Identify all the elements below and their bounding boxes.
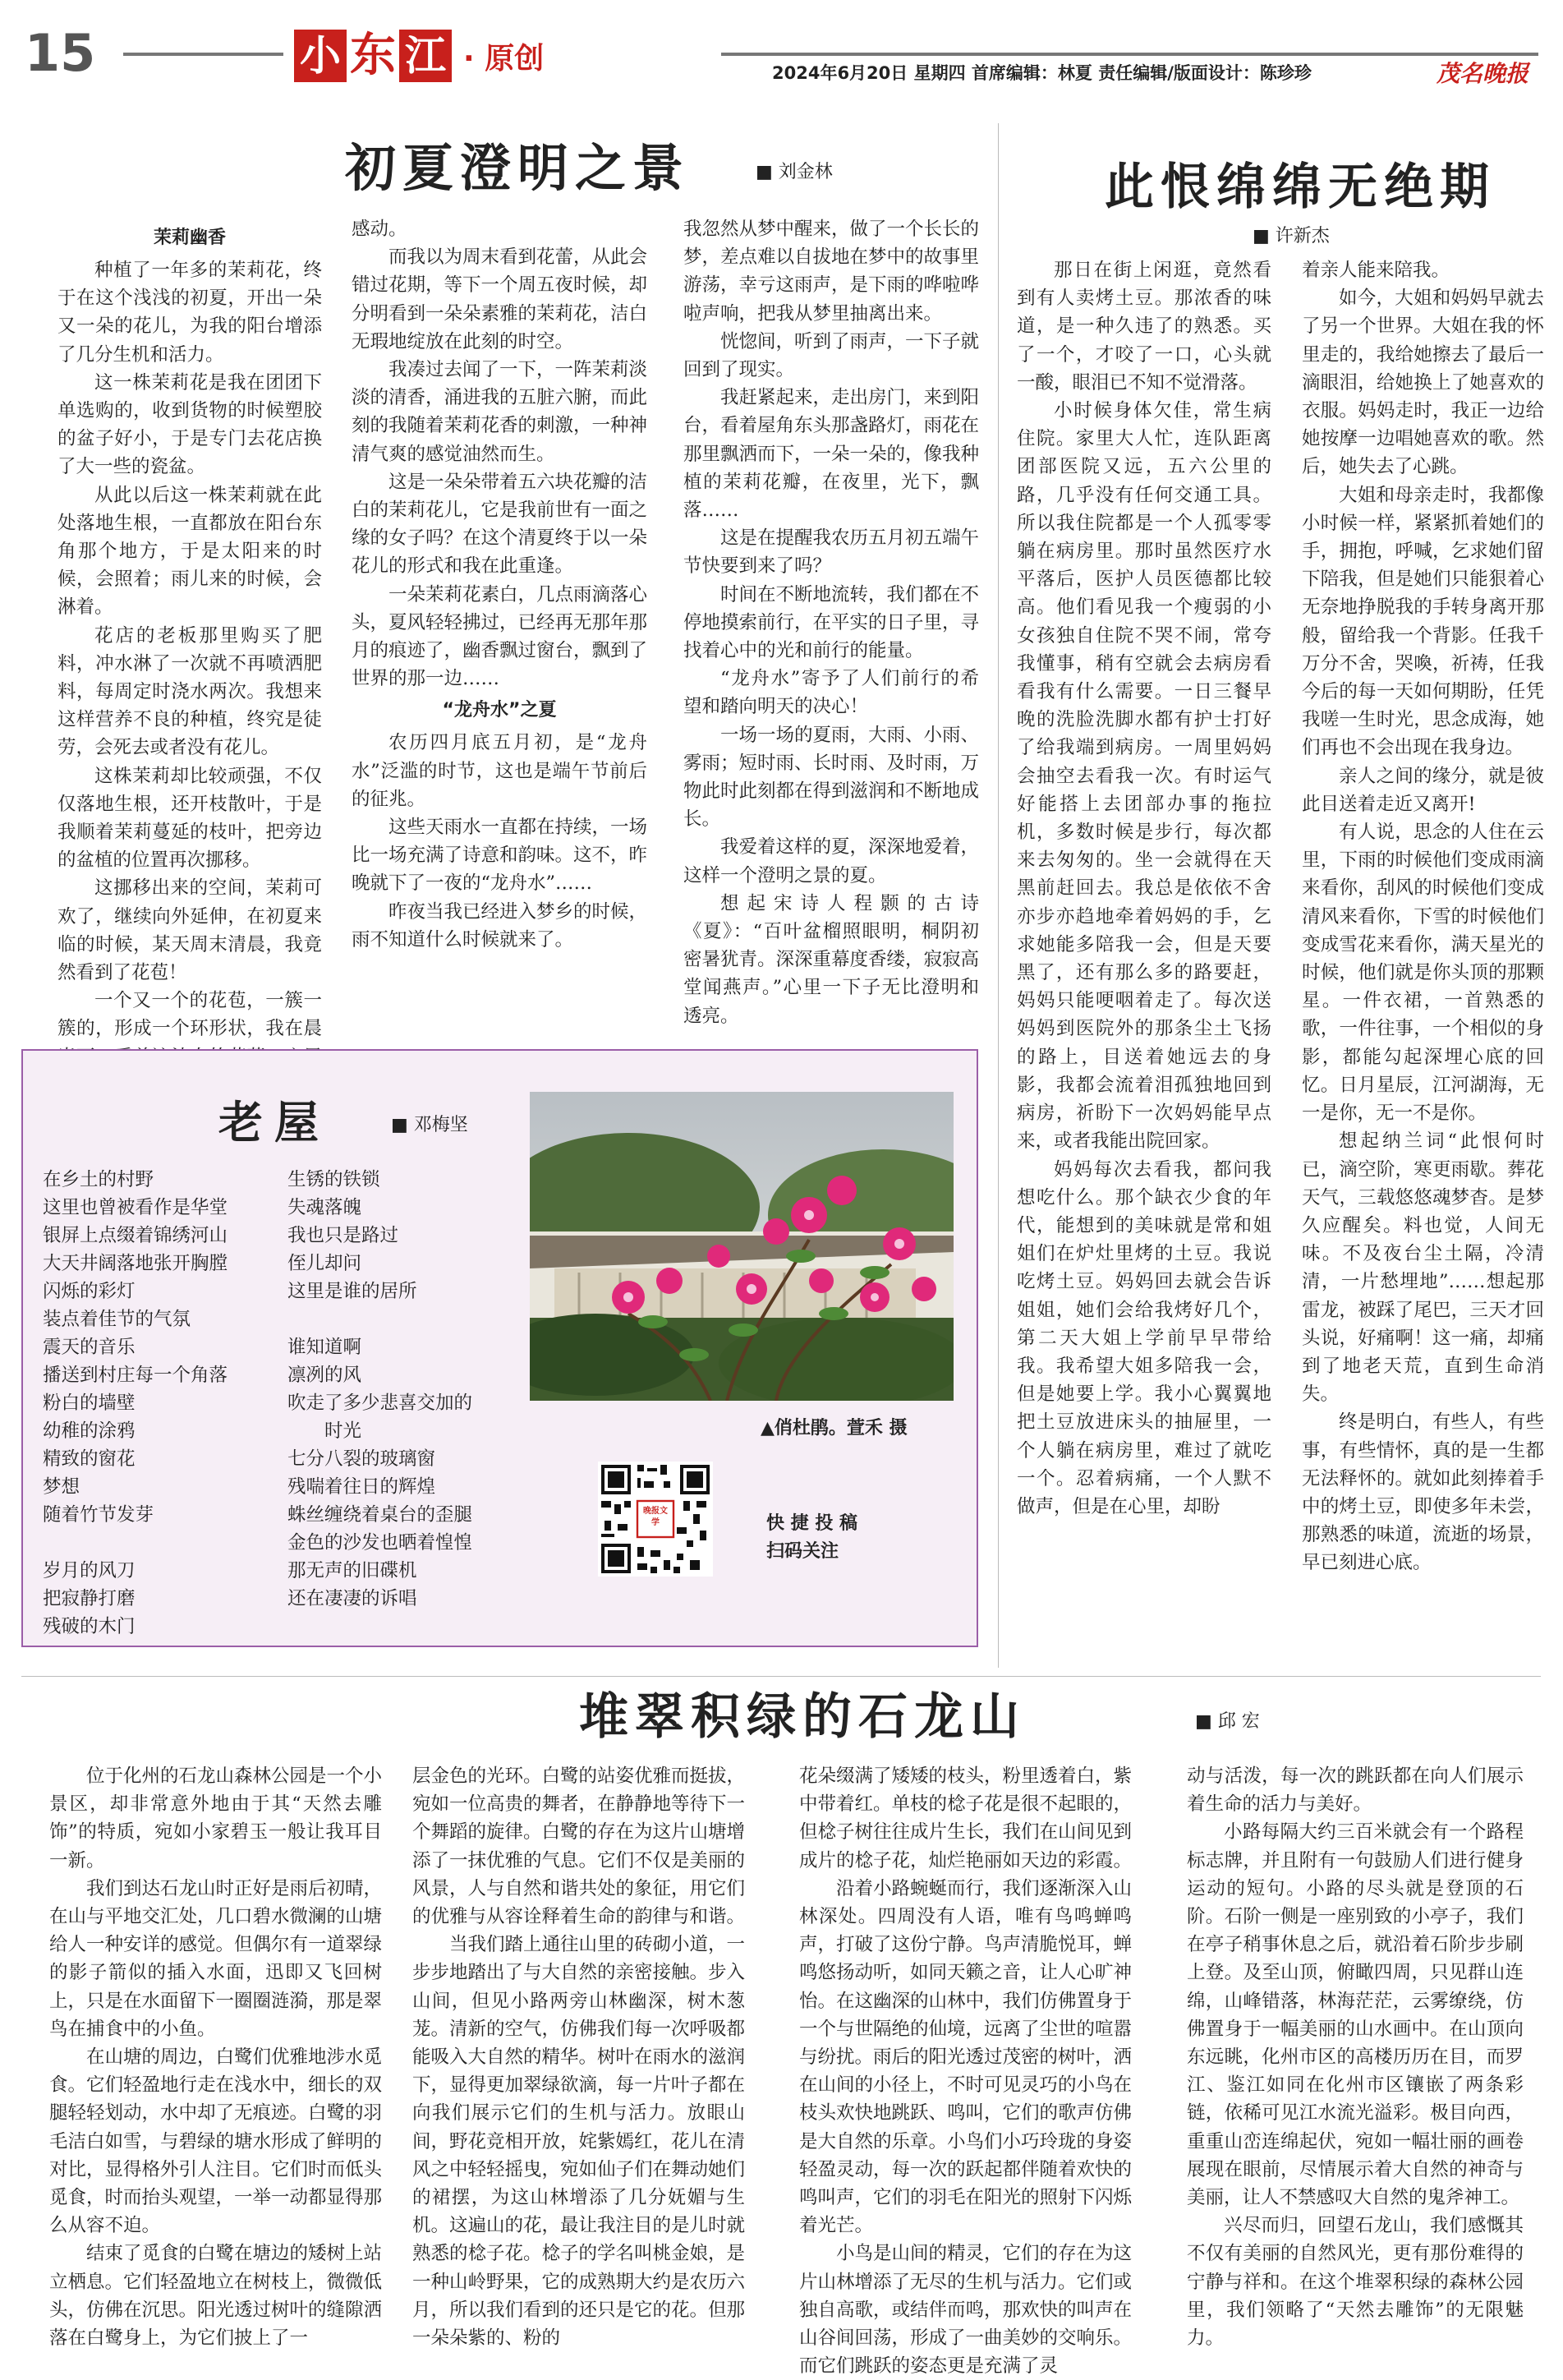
poem-line: 播送到村庄每一个角落	[43, 1365, 228, 1386]
article-title: 此恨绵绵无绝期	[1105, 159, 1496, 216]
poem-line: 凛冽的风	[287, 1365, 362, 1386]
qr-center-label: 晚报文学	[643, 1507, 668, 1527]
paragraph: 层金色的光环。白鹭的站姿优雅而挺拔，宛如一位高贵的舞者，在静静地等待下一个舞蹈的旋律。白鹭的存在为这片山塘增添了一抹优雅的气息。它们不仅是美丽的风景，人与自然和谐共处的象征，用它们的优雅与从容诠释着生命的韵律与和谐。	[412, 1765, 746, 1928]
poem-line: 我也只是路过	[287, 1225, 399, 1246]
poem-line: 时光	[324, 1420, 362, 1442]
poem-line: 蛛丝缠绕着桌台的歪腿	[287, 1504, 473, 1526]
paragraph: 而我以为周末看到花蕾，从此会错过花期，等下一个周五夜时候，却分明看到一朵朵素雅的茉莉花，洁白无瑕地绽放在此刻的时空。	[352, 246, 648, 352]
poem-line: 随着竹节发芽	[43, 1504, 154, 1526]
qr-code[interactable]	[598, 1462, 713, 1577]
poem-column-right	[287, 1166, 534, 1613]
paragraph: 我凑过去闻了一下，一阵茉莉淡淡的清香，涌进我的五脏六腑，而此刻的我随着茉莉花香的刺激，一种神清气爽的感觉油然而生。	[352, 359, 648, 465]
paragraph: 这是在提醒我农历五月初五端午节快要到来了吗？	[683, 527, 980, 578]
poem-line: 银屏上点缀着锦绣河山	[43, 1225, 228, 1246]
paragraph: 妈妈每次去看我，都问我想吃什么。那个缺衣少食的年代，能想到的美味就是常和姐姐们在炉灶里烤的土豆。我说吃烤土豆。妈妈回去就会告诉姐姐，她们会给我烤好几个，第二天大姐上学前早早带给我。我希望大姐多陪我一会，但是她要上学。我小心翼翼地把土豆放进床头的抽屉里，一个人躺在病房里，难过了就吃一个。忍着病痛，一个人默不做声，但是在心里，却盼	[1017, 1158, 1271, 1517]
paragraph: 想起纳兰词“此恨何时已，滴空阶，寒更雨歇。葬花天气，三载悠悠魂梦杳。是梦久应醒矣。料也觉，人间无味。不及夜台尘土隔，冷清清，一片愁埋地”……想起那雷龙，被踩了尾巴，三天才回头说，好痛啊！这一痛，却痛到了地老天荒，直到生命消失。	[1302, 1130, 1544, 1406]
paragraph: 结束了觅食的白鹭在塘边的矮树上站立栖息。它们轻盈地立在树枝上，微微低头，仿佛在沉思。阳光透过树叶的缝隙洒落在白鹭身上，为它们披上了一	[49, 2243, 383, 2350]
article-column	[49, 1762, 382, 2352]
paragraph: “龙舟水”寄予了人们前行的希望和踏向明天的决心！	[683, 668, 979, 718]
poem-line: 幼稚的涂鸦	[43, 1420, 136, 1442]
article-column	[57, 220, 322, 1127]
paragraph: 大姐和母亲走时，我都像小时候一样，紧紧抓着她们的手，拥抱，呼喊，乞求她们留下陪我，但是她们只能狠着心无奈地挣脱我的手转身离开那般，留给我一个背影。任我千万分不舍，哭喚，祈祷，任我今后的每一天如何期盼，任凭我嗟一生时光，思念成海，她们再也不会出现在我身边。	[1302, 484, 1544, 759]
paragraph: 我们到达石龙山时正好是雨后初晴，在山与平地交汇处，几口碧水微澜的山塘给人一种安详的感觉。但偶尔有一道翠绿的影子箭似的插入水面，迅即又飞回树上，只是在水面留下一圈圈涟漪，那是翠鸟在捕食中的小鱼。	[49, 1877, 383, 2040]
poem-line	[287, 1305, 534, 1333]
article-column	[412, 1762, 745, 2352]
poem-line: 把寂静打磨	[43, 1588, 136, 1609]
paragraph: 我赶紧起来，走出房门，来到阳台，看着屋角东头那盏路灯，雨花在那里飘洒而下，一朵一朵的，像我种植的茉莉花瓣，在夜里，光下，飘落……	[683, 387, 980, 522]
photo-caption: ▲俏杜鹃。萱禾 摄	[761, 1418, 908, 1439]
paragraph: 农历四月底五月初，是“龙舟水”泛滥的时节，这也是端午节前后的征兆。	[352, 732, 647, 810]
article-column	[799, 1762, 1132, 2380]
section-label: · 原创	[463, 41, 545, 76]
poem-line: 还在凄凄的诉唱	[287, 1588, 417, 1609]
qr-label-submit: 快 捷 投 稿	[766, 1513, 857, 1534]
poem-title: 老屋	[218, 1096, 330, 1149]
paragraph: 兴尽而归，回望石龙山，我们感慨其不仅有美丽的自然风光，更有那份难得的宁静与祥和。在这个堆翠积绿的森林公园里，我们领略了“天然去雕饰”的无限魅力。	[1187, 2215, 1524, 2350]
section-subtitle: 茉莉幽香	[153, 228, 226, 248]
poem-line: 震天的音乐	[43, 1337, 136, 1358]
paragraph: 我忽然从梦中醒来，做了一个长长的梦，差点难以自拔地在梦中的故事里游荡，幸亏这雨声，是下雨的哗啦哗啦声响，把我从梦里抽离出来。	[683, 219, 980, 325]
paragraph: 有人说，思念的人住在云里，下雨的时候他们变成雨滴来看你，刮风的时候他们变成清风来看你，下雪的时候他们变成雪花来看你，满天星光的时候，他们就是你头顶的那颗星。一件衣裙，一首熟悉的歌，一件往事，一个相似的身影，都能勾起深埋心底的回忆。日月星辰，江河湖海，无一是你，无一不是你。	[1302, 822, 1544, 1125]
paragraph: 想起宋诗人程颢的古诗《夏》：“百叶盆榴照眼明，桐阴初密暑犹青。深深重幕度香缕，寂寂高堂闻燕声。”心里一下子无比澄明和透亮。	[683, 892, 980, 1027]
poem-line: 大天井阔落地张开胸膛	[43, 1253, 228, 1274]
article-column	[683, 215, 979, 1030]
paragraph: 亲人之间的缘分，就是彼此目送着走近又离开!	[1302, 765, 1544, 815]
paragraph: 花店的老板那里购买了肥料，冲水淋了一次就不再喷洒肥料，每周定时浇水两次。我想来这样营养不良的种植，终究是徒劳，会死去或者没有花儿。	[57, 624, 322, 759]
page-header	[0, 0, 1563, 107]
section-subtitle: “龙舟水”之夏	[442, 700, 557, 721]
paragraph: 小路每隔大约三百米就会有一个路程标志牌，并且附有一句鼓励人们进行健身运动的短句。小路的尽头就是登顶的石阶。石阶一侧是一座别致的小亭子，我们在亭子稍事休息之后，就沿着石阶步步刷上登。及至山顶，俯瞰四周，只见群山连绵，山峰错落，林海茫茫，云雾缭绕，仿佛置身于一幅美丽的山水画中。在山顶向东远眺，化州市区的高楼历历在目，而罗江、鉴江如同在化州市区镶嵌了两条彩链，依稀可见江水流光溢彩。极目向西，重重山峦连绵起伏，宛如一幅壮丽的画卷展现在眼前，尽情展示着大自然的神奇与美丽，让人不禁感叹大自然的鬼斧神工。	[1187, 1821, 1524, 2209]
poem-line: 在乡土的村野	[43, 1169, 154, 1190]
brand-logo	[294, 23, 544, 89]
paragraph: 一朵茉莉花素白，几点雨滴落心头，夏风轻轻拂过，已经再无那年那月的痕迹了，幽香飘过窗台，飘到了世界的那一边……	[352, 583, 648, 690]
paragraph: 动与活泼，每一次的跳跃都在向人们展示着生命的活力与美好。	[1187, 1765, 1524, 1816]
paragraph: 小时候身体欠佳，常生病住院。家里大人忙，连队距离团部医院又远，五六公里的路，几乎没有任何交通工具。所以我住院都是一个人孤零零躺在病房里。那时虽然医疗水平落后，医护人员医德都比较高。他们看见我一个瘦弱的小女孩独自住院不哭不闹，常夸我懂事，稍有空就会去病房看看我有什么需要。一日三餐早晚的洗脸洗脚水都有护士打好了给我端到病房。一周里妈妈会抽空去看我一次。有时运气好能搭上去团部办事的拖拉机，多数时候是步行，每次都来去匆匆的。坐一会就得在天黑前赶回去。我总是依依不舍亦步亦趋地牵着妈妈的手，乞求她能多陪我一会，但是天要黑了，还有那么多的路要赶，妈妈只能哽咽着走了。每次送妈妈到医院外的那条尘土飞扬的路上，目送着她远去的身影，我都会流着泪孤独地回到病房，祈盼下一次妈妈能早点来，或者我能出院回家。	[1017, 400, 1271, 1153]
paragraph: 这是一朵朵带着五六块花瓣的洁白的茉莉花儿，它是我前世有一面之缘的女子吗？在这个清夏终于以一朵花儿的形式和我在此重逢。	[352, 471, 648, 578]
article-column	[1302, 256, 1544, 1577]
paragraph: 这些天雨水一直都在持续，一场比一场充满了诗意和韵味。这不，昨晚就下了一夜的“龙舟水”……	[352, 817, 648, 895]
article-column	[352, 215, 647, 954]
paragraph: 小鸟是山间的精灵，它们的存在为这片山林增添了无尽的生机与活力。它们或独自高歌，或结伴而鸣，那欢快的叫声在山谷间回荡，形成了一曲美妙的交响乐。而它们跳跃的姿态更是充满了灵	[799, 2243, 1133, 2378]
header-info-bar	[721, 53, 1538, 89]
paragraph: 时间在不断地流转，我们都在不停地摸索前行，在平实的日子里，寻找着心中的光和前行的能量。	[683, 583, 980, 662]
issue-info: 2024年6月20日 星期四 首席编辑：林夏 责任编辑/版面设计：陈珍珍	[772, 63, 1312, 83]
paragraph: 花朵缀满了矮矮的枝头，粉里透着白，紫中带着红。单枝的棯子花是很不起眼的，但棯子树往往成片生长，我们在山间见到成片的棯子花，灿烂艳丽如天边的彩霞。	[799, 1765, 1133, 1871]
poem-line: 那无声的旧碟机	[287, 1560, 417, 1581]
poem-box	[21, 1049, 978, 1647]
article-author: ■ 刘金林	[756, 162, 833, 182]
newspaper-logo: 茂名晚报	[1436, 60, 1529, 87]
paragraph: 如今，大姐和妈妈早就去了另一个世界。大姐在我的怀里走的，我给她擦去了最后一滴眼泪，给她换上了她喜欢的衣服。妈妈走时，我正一边给她按摩一边唱她喜欢的歌。然后，她失去了心跳。	[1302, 288, 1544, 478]
paragraph: 从此以后这一株茉莉就在此处落地生根，一直都放在阳台东角那个地方，于是太阳来的时候，会照着；雨儿来的时候，会淋着。	[57, 484, 322, 619]
page-number: 15	[25, 23, 96, 83]
flower-photo	[530, 1092, 954, 1401]
poem-line: 失魂落魄	[287, 1197, 362, 1218]
article-title: 初夏澄明之景	[345, 138, 691, 198]
article-column	[1187, 1762, 1524, 2352]
qr-label-follow: 扫码关注	[766, 1541, 839, 1562]
column-divider	[998, 123, 999, 1668]
poem-line: 梦想	[43, 1476, 80, 1498]
poem-line: 金色的沙发也晒着惶惶	[287, 1532, 473, 1554]
paragraph: 这一株茉莉花是我在团团下单选购的，收到货物的时候塑胶的盆子好小，于是专门去花店换了大一些的瓷盆。	[57, 371, 322, 478]
poem-line: 岁月的风刀	[43, 1560, 136, 1581]
article-separator	[21, 1676, 1541, 1677]
paragraph: 种植了一年多的茉莉花，终于在这个浅浅的初夏，开出一朵又一朵的花儿，为我的阳台增添了几分生机和活力。	[57, 260, 322, 366]
poem-line: 吹走了多少悲喜交加的	[287, 1393, 473, 1414]
paragraph: 位于化州的石龙山森林公园是一个小景区，却非常意外地由于其“天然去雕饰”的特质，宛如小家碧玉一般让我耳目一新。	[49, 1765, 383, 1871]
poem-line: 侄儿却问	[287, 1253, 362, 1274]
paragraph: 昨夜当我已经进入梦乡的时候，雨不知道什么时候就来了。	[352, 900, 648, 951]
brand-char-1: 小	[294, 30, 347, 82]
brand-char-2: 东	[350, 29, 396, 82]
poem-line: 粉白的墙壁	[43, 1393, 136, 1414]
paragraph: 那日在街上闲逛，竟然看到有人卖烤土豆。那浓香的味道，是一种久违了的熟悉。买了一个，才咬了一口，心头就一酸，眼泪已不知不觉滑落。	[1017, 260, 1271, 394]
poem-line: 残破的木门	[43, 1616, 136, 1637]
brand-char-3: 江	[399, 30, 452, 82]
paragraph: 我爱着这样的夏，深深地爱着，这样一个澄明之景的夏。	[683, 836, 980, 886]
paragraph: 着亲人能来陪我。	[1302, 260, 1450, 281]
header-rule-left	[123, 53, 283, 56]
paragraph: 感动。	[352, 219, 407, 240]
article-title: 堆翠积绿的石龙山	[579, 1688, 1026, 1746]
poem-line: 生锈的铁锁	[287, 1169, 380, 1190]
azalea-photo-graphic	[530, 1092, 954, 1401]
paragraph: 一场一场的夏雨，大雨、小雨、雾雨；短时雨、长时雨、及时雨，万物此时此刻都在得到滋润和不断地成长。	[683, 724, 980, 831]
paragraph: 当我们踏上通往山里的砖砌小道，一步步地踏出了与大自然的亲密接触。步入山间，但见小路两旁山林幽深，树木葱茏。清新的空气，仿佛我们每一次呼吸都能吸入大自然的精华。树叶在雨水的滋润下，显得更加翠绿欲滴，每一片叶子都在向我们展示它们的生机与活力。放眼山间，野花竞相开放，姹紫嫣红，花儿在清风之中轻轻摇曳，宛如仙子们在舞动她们的裙摆，为这山林增添了几分妩媚与生机。这遍山的花，最让我注目的是儿时就熟悉的棯子花。棯子的学名叫桃金娘，是一种山岭野果，它的成熟期大约是农历六月，所以我们看到的还只是它的花。但那一朵朵紫的、粉的	[412, 1934, 746, 2350]
poem-author: ■ 邓梅坚	[391, 1115, 468, 1135]
paragraph: 沿着小路蜿蜒而行，我们逐渐深入山林深处。四周没有人语，唯有鸟鸣蝉鸣声，打破了这份宁静。鸟声清脆悦耳，蝉鸣悠扬动听，如同天籁之音，让人心旷神怡。在这幽深的山林中，我们仿佛置身于一个与世隔绝的仙境，远离了尘世的喧嚣与纷扰。雨后的阳光透过茂密的树叶，洒在山间的小径上，不时可见灵巧的小鸟在枝头欢快地跳跃、鸣叫，它们的歌声仿佛是大自然的乐章。小鸟们小巧玲珑的身姿轻盈灵动，每一次的跃起都伴随着欢快的鸣叫声，它们的羽毛在阳光的照射下闪烁着光芒。	[799, 1877, 1133, 2237]
poem-line	[43, 1529, 289, 1557]
poem-line: 七分八裂的玻璃窗	[287, 1448, 436, 1470]
paragraph: 这株茉莉却比较顽强，不仅仅落地生根，还开枝散叶，于是我顺着茉莉蔓延的枝叶，把旁边的盆植的位置再次挪移。	[57, 765, 322, 872]
article-column	[1017, 256, 1271, 1521]
poem-line: 这里是谁的居所	[287, 1281, 417, 1302]
paragraph: 一个又一个的花苞，一簇一簇的，形成一个环形状，我在晨	[57, 990, 322, 1040]
paragraph: 在山塘的周边，白鹭们优雅地涉水觅食。它们轻盈地行走在浅水中，细长的双腿轻轻划动，水中却了无痕迹。白鹭的羽毛洁白如雪，与碧绿的塘水形成了鲜明的对比，显得格外引人注目。它们时而低头觅食，时而抬头观望，一举一动都显得那么从容不迫。	[49, 2046, 383, 2237]
poem-line: 这里也曾被看作是华堂	[43, 1197, 228, 1218]
poem-column-left	[43, 1166, 289, 1641]
poem-line: 闪烁的彩灯	[43, 1281, 136, 1302]
poem-line: 装点着佳节的气氛	[43, 1309, 191, 1330]
poem-line: 精致的窗花	[43, 1448, 136, 1470]
poem-line: 谁知道啊	[287, 1337, 362, 1358]
article-author: ■ 邱 宏	[1195, 1711, 1260, 1732]
paragraph: 终是明白，有些人，有些事，有些情怀，真的是一生都无法释怀的。就如此刻捧着手中的烤土豆，即使多年未尝，那熟悉的味道，流逝的场景，早已刻进心底。	[1302, 1411, 1544, 1574]
paragraph: 这挪移出来的空间，茉莉可欢了，继续向外延伸，在初夏来临的时候，某天周末清晨，我竟然看到了花苞！	[57, 877, 322, 984]
paragraph: 恍惚间，听到了雨声，一下子就回到了现实。	[683, 330, 980, 381]
article-author: ■ 许新杰	[1253, 226, 1330, 246]
poem-line: 残喘着往日的辉煌	[287, 1476, 436, 1498]
